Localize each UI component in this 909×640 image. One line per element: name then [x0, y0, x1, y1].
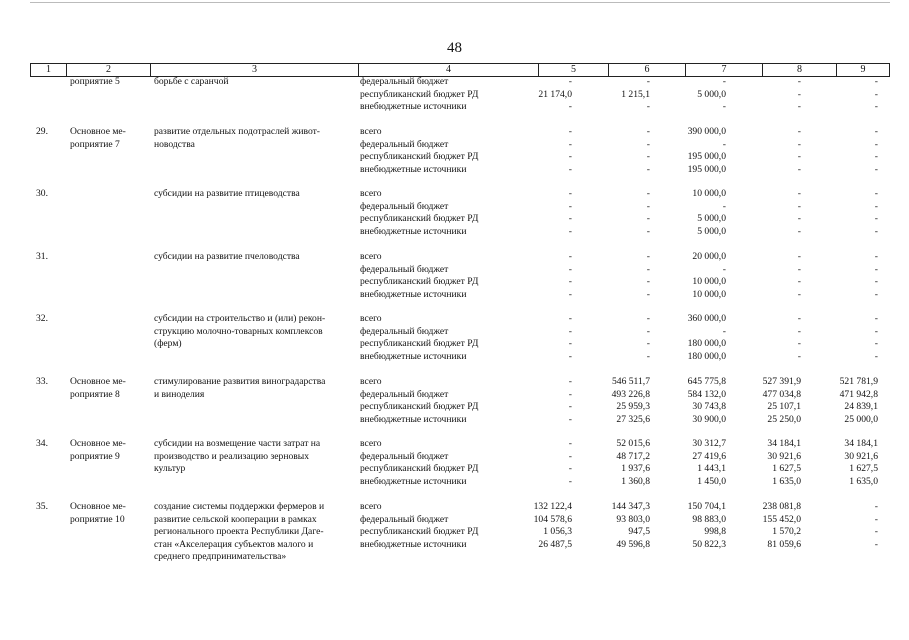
amount-cell-c5: - [568, 251, 572, 262]
amount-cell-c9: 1 627,5 [849, 463, 878, 474]
measure-description: стан «Акселерация субъектов малого и [154, 538, 314, 550]
amount-cell-c7: 27 419,6 [692, 450, 726, 462]
amount-cell-c6: 25 959,3 [616, 401, 650, 412]
amount-cell-c5: 132 122,4 [533, 501, 572, 512]
row-number: 32. [36, 313, 48, 324]
amount-cell-c5: - [568, 200, 572, 212]
amount-cell-c6: 52 015,6 [616, 438, 650, 449]
measure-description: и виноделия [154, 388, 205, 400]
amount-cell-c7: 584 132,0 [687, 388, 726, 400]
amount-cell-c6: - [646, 338, 650, 349]
header-col-1: 1 [30, 64, 66, 76]
measure-description: (ферм) [154, 338, 182, 349]
amount-cell-c5: - [568, 350, 572, 362]
amount-cell-c7: 1 450,0 [697, 475, 726, 487]
measure-name: роприятие 10 [70, 513, 125, 525]
funding-source: внебюджетные источники [360, 163, 467, 175]
amount-cell-c8: 30 921,6 [767, 450, 801, 462]
measure-description: развитие отдельных подотраслей живот- [154, 126, 320, 137]
header-col-8: 8 [762, 64, 836, 76]
table-header [30, 63, 890, 77]
header-col-6: 6 [608, 64, 685, 76]
amount-cell-c9: - [874, 151, 878, 162]
measure-description: производство и реализацию зерновых [154, 450, 310, 462]
amount-cell-c6: 48 717,2 [616, 450, 650, 462]
amount-cell-c9: - [874, 200, 878, 212]
amount-cell-c6: - [646, 126, 650, 137]
amount-cell-c8: - [797, 126, 801, 137]
amount-cell-c9: 1 635,0 [849, 475, 878, 487]
amount-cell-c6: - [646, 288, 650, 300]
amount-cell-c8: 527 391,9 [762, 376, 801, 387]
amount-cell-c9: - [874, 313, 878, 324]
funding-source: всего [360, 188, 382, 199]
amount-cell-c8: - [797, 138, 801, 150]
amount-cell-c5: - [568, 413, 572, 425]
measure-name: Основное ме- [70, 376, 126, 387]
amount-cell-c7: 10 000,0 [692, 276, 726, 287]
scan-edge-line [30, 2, 890, 3]
amount-cell-c6: - [646, 188, 650, 199]
amount-cell-c9: 471 942,8 [839, 388, 878, 400]
amount-cell-c5: - [568, 338, 572, 349]
header-col-3: 3 [150, 64, 358, 76]
funding-source: федеральный бюджет [360, 263, 449, 275]
header-col-4: 4 [358, 64, 538, 76]
amount-cell-c9: - [874, 325, 878, 337]
amount-cell-c7: 98 883,0 [692, 513, 726, 525]
amount-cell-c9: 30 921,6 [844, 450, 878, 462]
row-number: 29. [36, 126, 48, 137]
amount-cell-c8: 155 452,0 [762, 513, 801, 525]
amount-cell-c5: - [568, 213, 572, 224]
amount-cell-c7: 50 822,3 [692, 538, 726, 550]
amount-cell-c6: 947,5 [628, 526, 650, 537]
measure-description: субсидии на строительство и (или) рекон- [154, 313, 326, 324]
amount-cell-c8: - [797, 76, 801, 87]
amount-cell-c9: - [874, 538, 878, 550]
amount-cell-c7: - [722, 138, 726, 150]
amount-cell-c7: 180 000,0 [687, 350, 726, 362]
amount-cell-c8: - [797, 101, 801, 112]
funding-source: всего [360, 313, 382, 324]
amount-cell-c5: - [568, 163, 572, 175]
measure-description: среднего предпринимательства» [154, 551, 287, 562]
amount-cell-c8: - [797, 251, 801, 262]
amount-cell-c8: 477 034,8 [762, 388, 801, 400]
amount-cell-c7: 10 000,0 [692, 188, 726, 199]
amount-cell-c9: - [874, 263, 878, 275]
amount-cell-c8: 1 570,2 [772, 526, 801, 537]
row-number: 30. [36, 188, 48, 199]
amount-cell-c9: - [874, 138, 878, 150]
amount-cell-c7: - [722, 76, 726, 87]
amount-cell-c5: - [568, 450, 572, 462]
amount-cell-c7: 5 000,0 [697, 225, 726, 237]
amount-cell-c7: 5 000,0 [697, 88, 726, 100]
measure-description: субсидии на развитие птицеводства [154, 188, 300, 199]
measure-name: роприятие 7 [70, 138, 120, 150]
funding-source: федеральный бюджет [360, 388, 449, 400]
funding-source: всего [360, 376, 382, 387]
amount-cell-c5: - [568, 288, 572, 300]
amount-cell-c6: - [646, 263, 650, 275]
amount-cell-c9: - [874, 225, 878, 237]
amount-cell-c6: 144 347,3 [611, 501, 650, 512]
amount-cell-c6: - [646, 151, 650, 162]
amount-cell-c9: - [874, 163, 878, 175]
measure-description: регионального проекта Республики Даге- [154, 526, 324, 537]
amount-cell-c8: - [797, 225, 801, 237]
amount-cell-c8: 238 081,8 [762, 501, 801, 512]
measure-description: развитие сельской кооперации в рамках [154, 513, 317, 525]
amount-cell-c9: - [874, 101, 878, 112]
row-number: 34. [36, 438, 48, 449]
funding-source: республиканский бюджет РД [360, 338, 479, 349]
amount-cell-c9: - [874, 76, 878, 87]
funding-source: республиканский бюджет РД [360, 463, 479, 474]
amount-cell-c6: 1 360,8 [621, 475, 650, 487]
measure-name: роприятие 8 [70, 388, 120, 400]
funding-source: федеральный бюджет [360, 513, 449, 525]
page-number: 48 [447, 40, 462, 56]
measure-description: субсидии на возмещение части затрат на [154, 438, 321, 449]
funding-source: внебюджетные источники [360, 288, 467, 300]
amount-cell-c6: - [646, 101, 650, 112]
measure-description: субсидии на развитие пчеловодства [154, 251, 300, 262]
amount-cell-c8: - [797, 350, 801, 362]
amount-cell-c5: - [568, 263, 572, 275]
amount-cell-c5: - [568, 138, 572, 150]
amount-cell-c5: - [568, 438, 572, 449]
measure-name: Основное ме- [70, 438, 126, 449]
amount-cell-c9: - [874, 276, 878, 287]
amount-cell-c9: - [874, 288, 878, 300]
amount-cell-c7: 20 000,0 [692, 251, 726, 262]
amount-cell-c6: 93 803,0 [616, 513, 650, 525]
amount-cell-c7: 998,8 [704, 526, 726, 537]
amount-cell-c8: - [797, 338, 801, 349]
amount-cell-c5: - [568, 313, 572, 324]
amount-cell-c5: - [568, 475, 572, 487]
amount-cell-c8: - [797, 276, 801, 287]
measure-name: Основное ме- [70, 126, 126, 137]
row-number: 33. [36, 376, 48, 387]
funding-source: республиканский бюджет РД [360, 88, 479, 100]
amount-cell-c9: - [874, 188, 878, 199]
amount-cell-c5: - [568, 401, 572, 412]
amount-cell-c5: - [568, 463, 572, 474]
funding-source: внебюджетные источники [360, 413, 467, 425]
amount-cell-c7: 195 000,0 [687, 151, 726, 162]
measure-description: струкцию молочно-товарных комплексов [154, 325, 323, 337]
funding-source: республиканский бюджет РД [360, 276, 479, 287]
amount-cell-c9: - [874, 126, 878, 137]
amount-cell-c5: 26 487,5 [538, 538, 572, 550]
amount-cell-c7: - [722, 101, 726, 112]
measure-name: роприятие 5 [70, 76, 120, 87]
amount-cell-c6: 1 937,6 [621, 463, 650, 474]
amount-cell-c7: 195 000,0 [687, 163, 726, 175]
header-col-7: 7 [685, 64, 762, 76]
amount-cell-c7: 150 704,1 [687, 501, 726, 512]
measure-description: стимулирование развития виноградарства [154, 376, 326, 387]
amount-cell-c8: 25 250,0 [767, 413, 801, 425]
amount-cell-c9: 24 839,1 [844, 401, 878, 412]
funding-source: федеральный бюджет [360, 325, 449, 337]
amount-cell-c9: - [874, 88, 878, 100]
amount-cell-c7: 390 000,0 [687, 126, 726, 137]
funding-source: федеральный бюджет [360, 450, 449, 462]
amount-cell-c5: 21 174,0 [538, 88, 572, 100]
amount-cell-c6: 27 325,6 [616, 413, 650, 425]
amount-cell-c8: - [797, 151, 801, 162]
amount-cell-c8: 1 635,0 [772, 475, 801, 487]
funding-source: федеральный бюджет [360, 138, 449, 150]
amount-cell-c8: - [797, 200, 801, 212]
amount-cell-c6: - [646, 163, 650, 175]
amount-cell-c9: - [874, 350, 878, 362]
header-col-5: 5 [538, 64, 608, 76]
funding-source: всего [360, 501, 382, 512]
funding-source: республиканский бюджет РД [360, 526, 479, 537]
funding-source: внебюджетные источники [360, 101, 467, 112]
measure-description: борьбе с саранчой [154, 76, 229, 87]
amount-cell-c9: - [874, 213, 878, 224]
amount-cell-c7: 30 743,8 [692, 401, 726, 412]
funding-source: федеральный бюджет [360, 76, 449, 87]
funding-source: внебюджетные источники [360, 475, 467, 487]
amount-cell-c6: - [646, 276, 650, 287]
amount-cell-c7: - [722, 325, 726, 337]
amount-cell-c8: - [797, 88, 801, 100]
amount-cell-c8: - [797, 163, 801, 175]
amount-cell-c6: 546 511,7 [611, 376, 650, 387]
funding-source: республиканский бюджет РД [360, 213, 479, 224]
amount-cell-c9: - [874, 251, 878, 262]
amount-cell-c8: - [797, 263, 801, 275]
amount-cell-c9: 34 184,1 [844, 438, 878, 449]
amount-cell-c7: 5 000,0 [697, 213, 726, 224]
amount-cell-c6: - [646, 200, 650, 212]
amount-cell-c7: 30 312,7 [692, 438, 726, 449]
amount-cell-c9: - [874, 338, 878, 349]
amount-cell-c9: - [874, 513, 878, 525]
amount-cell-c5: - [568, 101, 572, 112]
amount-cell-c6: - [646, 138, 650, 150]
amount-cell-c6: - [646, 350, 650, 362]
row-number: 35. [36, 501, 48, 512]
header-col-2: 2 [66, 64, 150, 76]
amount-cell-c6: 1 215,1 [621, 88, 650, 100]
amount-cell-c8: - [797, 188, 801, 199]
amount-cell-c7: 360 000,0 [687, 313, 726, 324]
amount-cell-c7: - [722, 263, 726, 275]
header-col-9: 9 [836, 64, 890, 76]
amount-cell-c6: 493 226,8 [611, 388, 650, 400]
amount-cell-c9: 521 781,9 [839, 376, 878, 387]
amount-cell-c8: 1 627,5 [772, 463, 801, 474]
row-number: 31. [36, 251, 48, 262]
funding-source: федеральный бюджет [360, 200, 449, 212]
amount-cell-c5: - [568, 376, 572, 387]
funding-source: внебюджетные источники [360, 538, 467, 550]
amount-cell-c5: 1 056,3 [543, 526, 572, 537]
amount-cell-c7: 30 900,0 [692, 413, 726, 425]
amount-cell-c5: - [568, 225, 572, 237]
measure-description: создание системы поддержки фермеров и [154, 501, 325, 512]
amount-cell-c6: - [646, 225, 650, 237]
amount-cell-c5: - [568, 325, 572, 337]
amount-cell-c6: - [646, 313, 650, 324]
measure-name: роприятие 9 [70, 450, 120, 462]
amount-cell-c8: 81 059,6 [767, 538, 801, 550]
amount-cell-c6: 49 596,8 [616, 538, 650, 550]
amount-cell-c7: - [722, 200, 726, 212]
amount-cell-c5: - [568, 276, 572, 287]
amount-cell-c9: - [874, 526, 878, 537]
amount-cell-c5: - [568, 188, 572, 199]
funding-source: всего [360, 126, 382, 137]
measure-name: Основное ме- [70, 501, 126, 512]
amount-cell-c7: 1 443,1 [697, 463, 726, 474]
funding-source: всего [360, 438, 382, 449]
amount-cell-c5: 104 578,6 [533, 513, 572, 525]
amount-cell-c8: - [797, 313, 801, 324]
amount-cell-c9: - [874, 501, 878, 512]
amount-cell-c7: 645 775,8 [687, 376, 726, 387]
amount-cell-c8: - [797, 325, 801, 337]
amount-cell-c7: 180 000,0 [687, 338, 726, 349]
amount-cell-c8: 25 107,1 [767, 401, 801, 412]
amount-cell-c9: 25 000,0 [844, 413, 878, 425]
funding-source: внебюджетные источники [360, 225, 467, 237]
amount-cell-c5: - [568, 388, 572, 400]
amount-cell-c8: 34 184,1 [767, 438, 801, 449]
funding-source: республиканский бюджет РД [360, 401, 479, 412]
amount-cell-c5: - [568, 76, 572, 87]
funding-source: внебюджетные источники [360, 350, 467, 362]
amount-cell-c8: - [797, 288, 801, 300]
amount-cell-c6: - [646, 251, 650, 262]
amount-cell-c6: - [646, 325, 650, 337]
amount-cell-c6: - [646, 213, 650, 224]
amount-cell-c8: - [797, 213, 801, 224]
amount-cell-c7: 10 000,0 [692, 288, 726, 300]
measure-description: новодства [154, 138, 195, 150]
amount-cell-c5: - [568, 151, 572, 162]
funding-source: всего [360, 251, 382, 262]
amount-cell-c6: - [646, 76, 650, 87]
amount-cell-c5: - [568, 126, 572, 137]
measure-description: культур [154, 463, 186, 474]
funding-source: республиканский бюджет РД [360, 151, 479, 162]
